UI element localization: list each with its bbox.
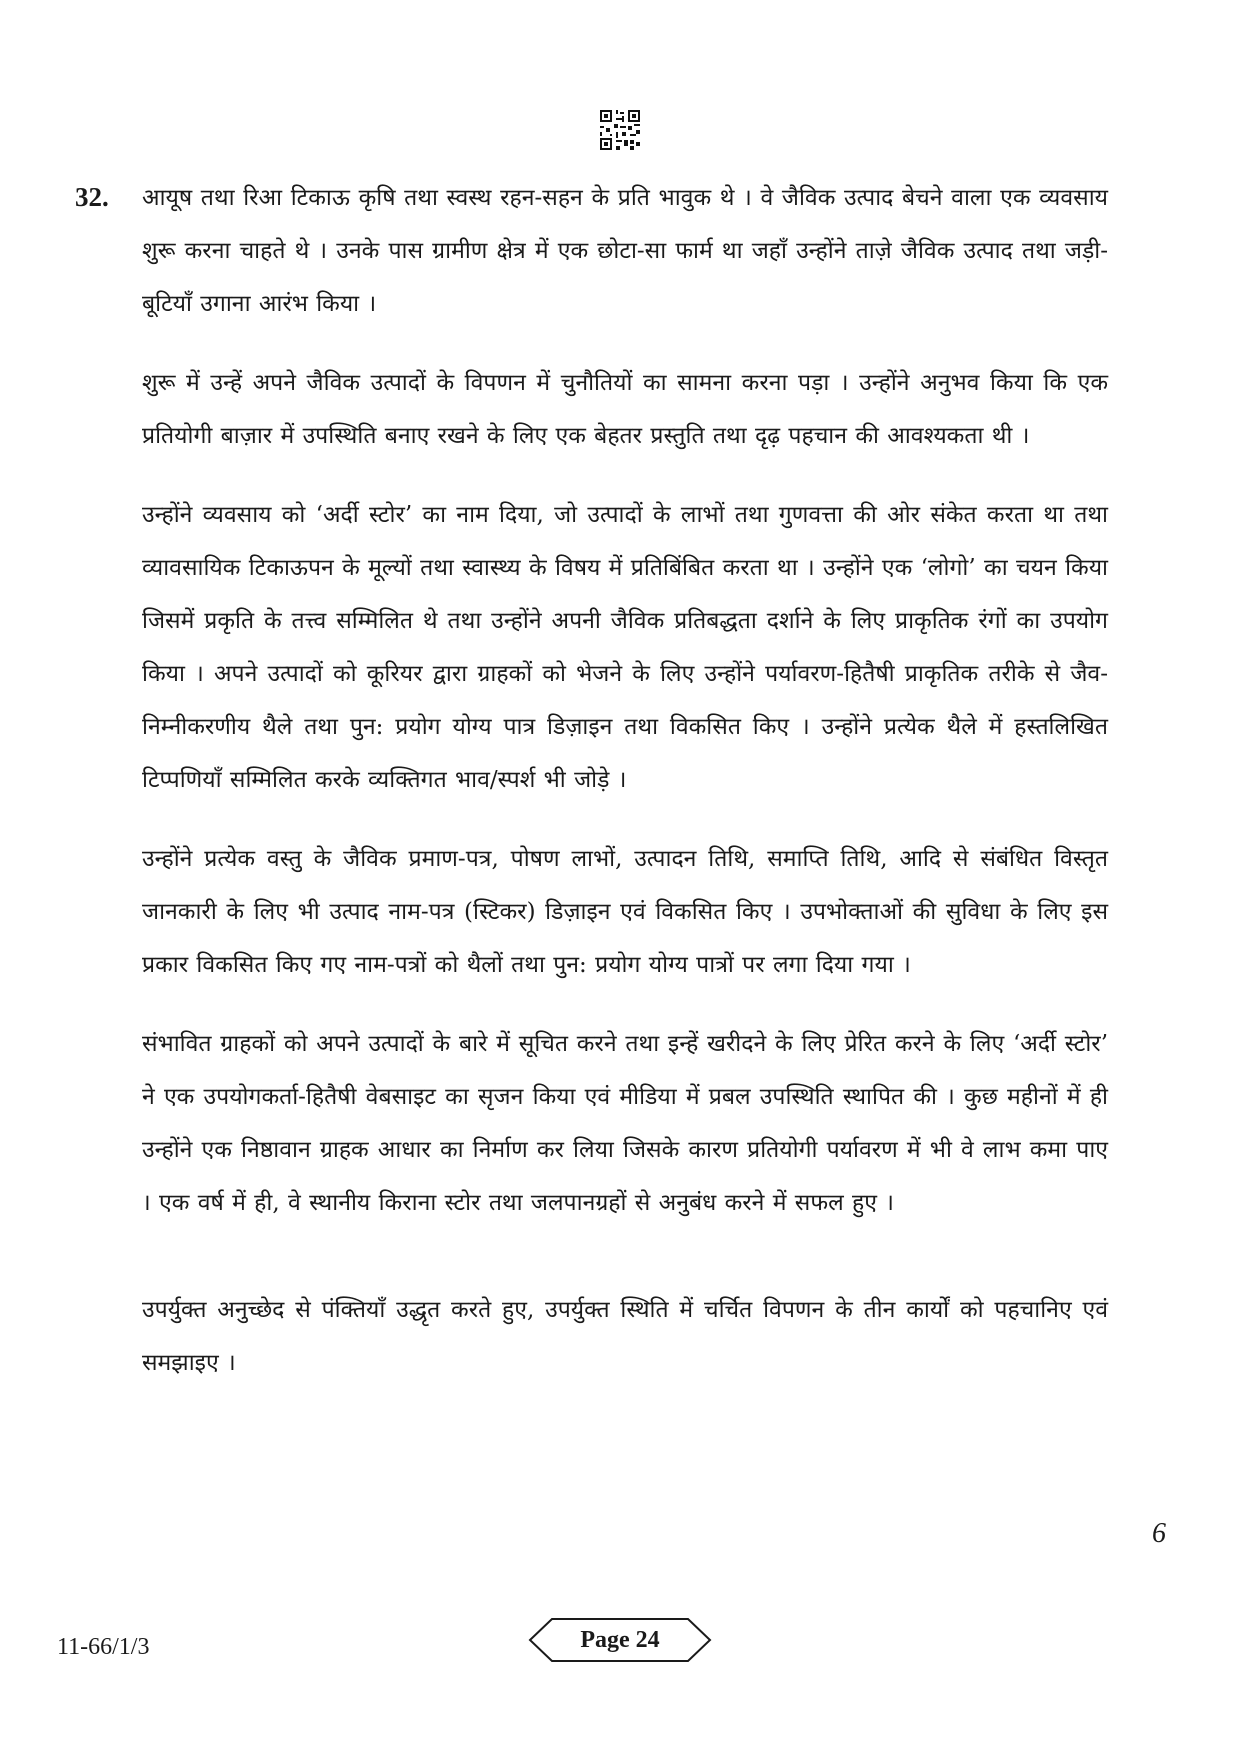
question-paragraph-5: संभावित ग्राहकों को अपने उत्पादों के बारे में सूचित करने तथा इन्हें खरीदने के लिए प्रेरित करने के लिए ‘अर्दी स्टोर’ ने एक उपयोगकर्ता-हितैषी वेबसाइट का सृजन किया एवं मीडिया में प्रबल उपस्थिति स्थापित की । कुछ महीनों में ही उन्होंने एक निष्ठावान ग्राहक आधार का निर्माण कर लिया जिसके कारण प्रतियोगी पर्यावरण में भी वे लाभ कमा पाए । एक वर्ष में ही, वे स्थानीय किराना स्टोर तथा जलपानग्रहों से अनुबंध करने में सफल हुए । — [142, 1031, 1108, 1216]
question-paragraph-1: आयूष तथा रिआ टिकाऊ कृषि तथा स्वस्थ रहन-सहन के प्रति भावुक थे । वे जैविक उत्पाद बेचने वाला एक व्यवसाय शुरू करना चाहते थे । उनके पास ग्रामीण क्षेत्र में एक छोटा-सा फार्म था जहाँ उन्होंने ताज़े जैविक उत्पाद तथा जड़ी-बूटियाँ उगाना आरंभ किया । — [142, 185, 1108, 317]
question-paragraph-2: शुरू में उन्हें अपने जैविक उत्पादों के विपणन में चुनौतियों का सामना करना पड़ा । उन्होंने अनुभव किया कि एक प्रतियोगी बाज़ार में उपस्थिति बनाए रखने के लिए एक बेहतर प्रस्तुति तथा दृढ़ पहचान की आवश्यकता थी । — [142, 370, 1108, 449]
question-body — [142, 172, 1108, 1416]
page-number-badge — [528, 1616, 712, 1664]
marks-label: 6 — [1152, 1518, 1166, 1549]
question-number: 32. — [75, 182, 109, 212]
paper-code: 11-66/1/3 — [57, 1634, 150, 1660]
question-paragraph-4: उन्होंने प्रत्येक वस्तु के जैविक प्रमाण-पत्र, पोषण लाभों, उत्पादन तिथि, समाप्ति तिथि, आदि से संबंधित विस्तृत जानकारी के लिए भी उत्पाद नाम-पत्र (स्टिकर) डिज़ाइन एवं विकसित किए । उपभोक्ताओं की सुविधा के लिए इस प्रकार विकसित किए गए नाम-पत्रों को थैलों तथा पुन: प्रयोग योग्य पात्रों पर लगा दिया गया । — [142, 846, 1108, 978]
qr-code-icon — [598, 108, 642, 152]
page-number: Page 24 — [580, 1627, 660, 1653]
question-prompt: उपर्युक्त अनुच्छेद से पंक्तियाँ उद्धृत करते हुए, उपर्युक्त स्थिति में चर्चित विपणन के तीन कार्यों को पहचानिए एवं समझाइए । — [142, 1297, 1108, 1376]
question-paragraph-3: उन्होंने व्यवसाय को ‘अर्दी स्टोर’ का नाम दिया, जो उत्पादों के लाभों तथा गुणवत्ता की ओर संकेत करता था तथा व्यावसायिक टिकाऊपन के मूल्यों तथा स्वास्थ्य के विषय में प्रतिबिंबित करता था । उन्होंने एक ‘लोगो’ का चयन किया जिसमें प्रकृति के तत्त्व सम्मिलित थे तथा उन्होंने अपनी जैविक प्रतिबद्धता दर्शाने के लिए प्राकृतिक रंगों का उपयोग किया । अपने उत्पादों को कूरियर द्वारा ग्राहकों को भेजने के लिए उन्होंने पर्यावरण-हितैषी प्राकृतिक तरीके से जैव-निम्नीकरणीय थैले तथा पुन: प्रयोग योग्य पात्र डिज़ाइन तथा विकसित किए । उन्होंने प्रत्येक थैले में हस्तलिखित टिप्पणियाँ सम्मिलित करके व्यक्तिगत भाव/स्पर्श भी जोड़े । — [142, 502, 1108, 793]
